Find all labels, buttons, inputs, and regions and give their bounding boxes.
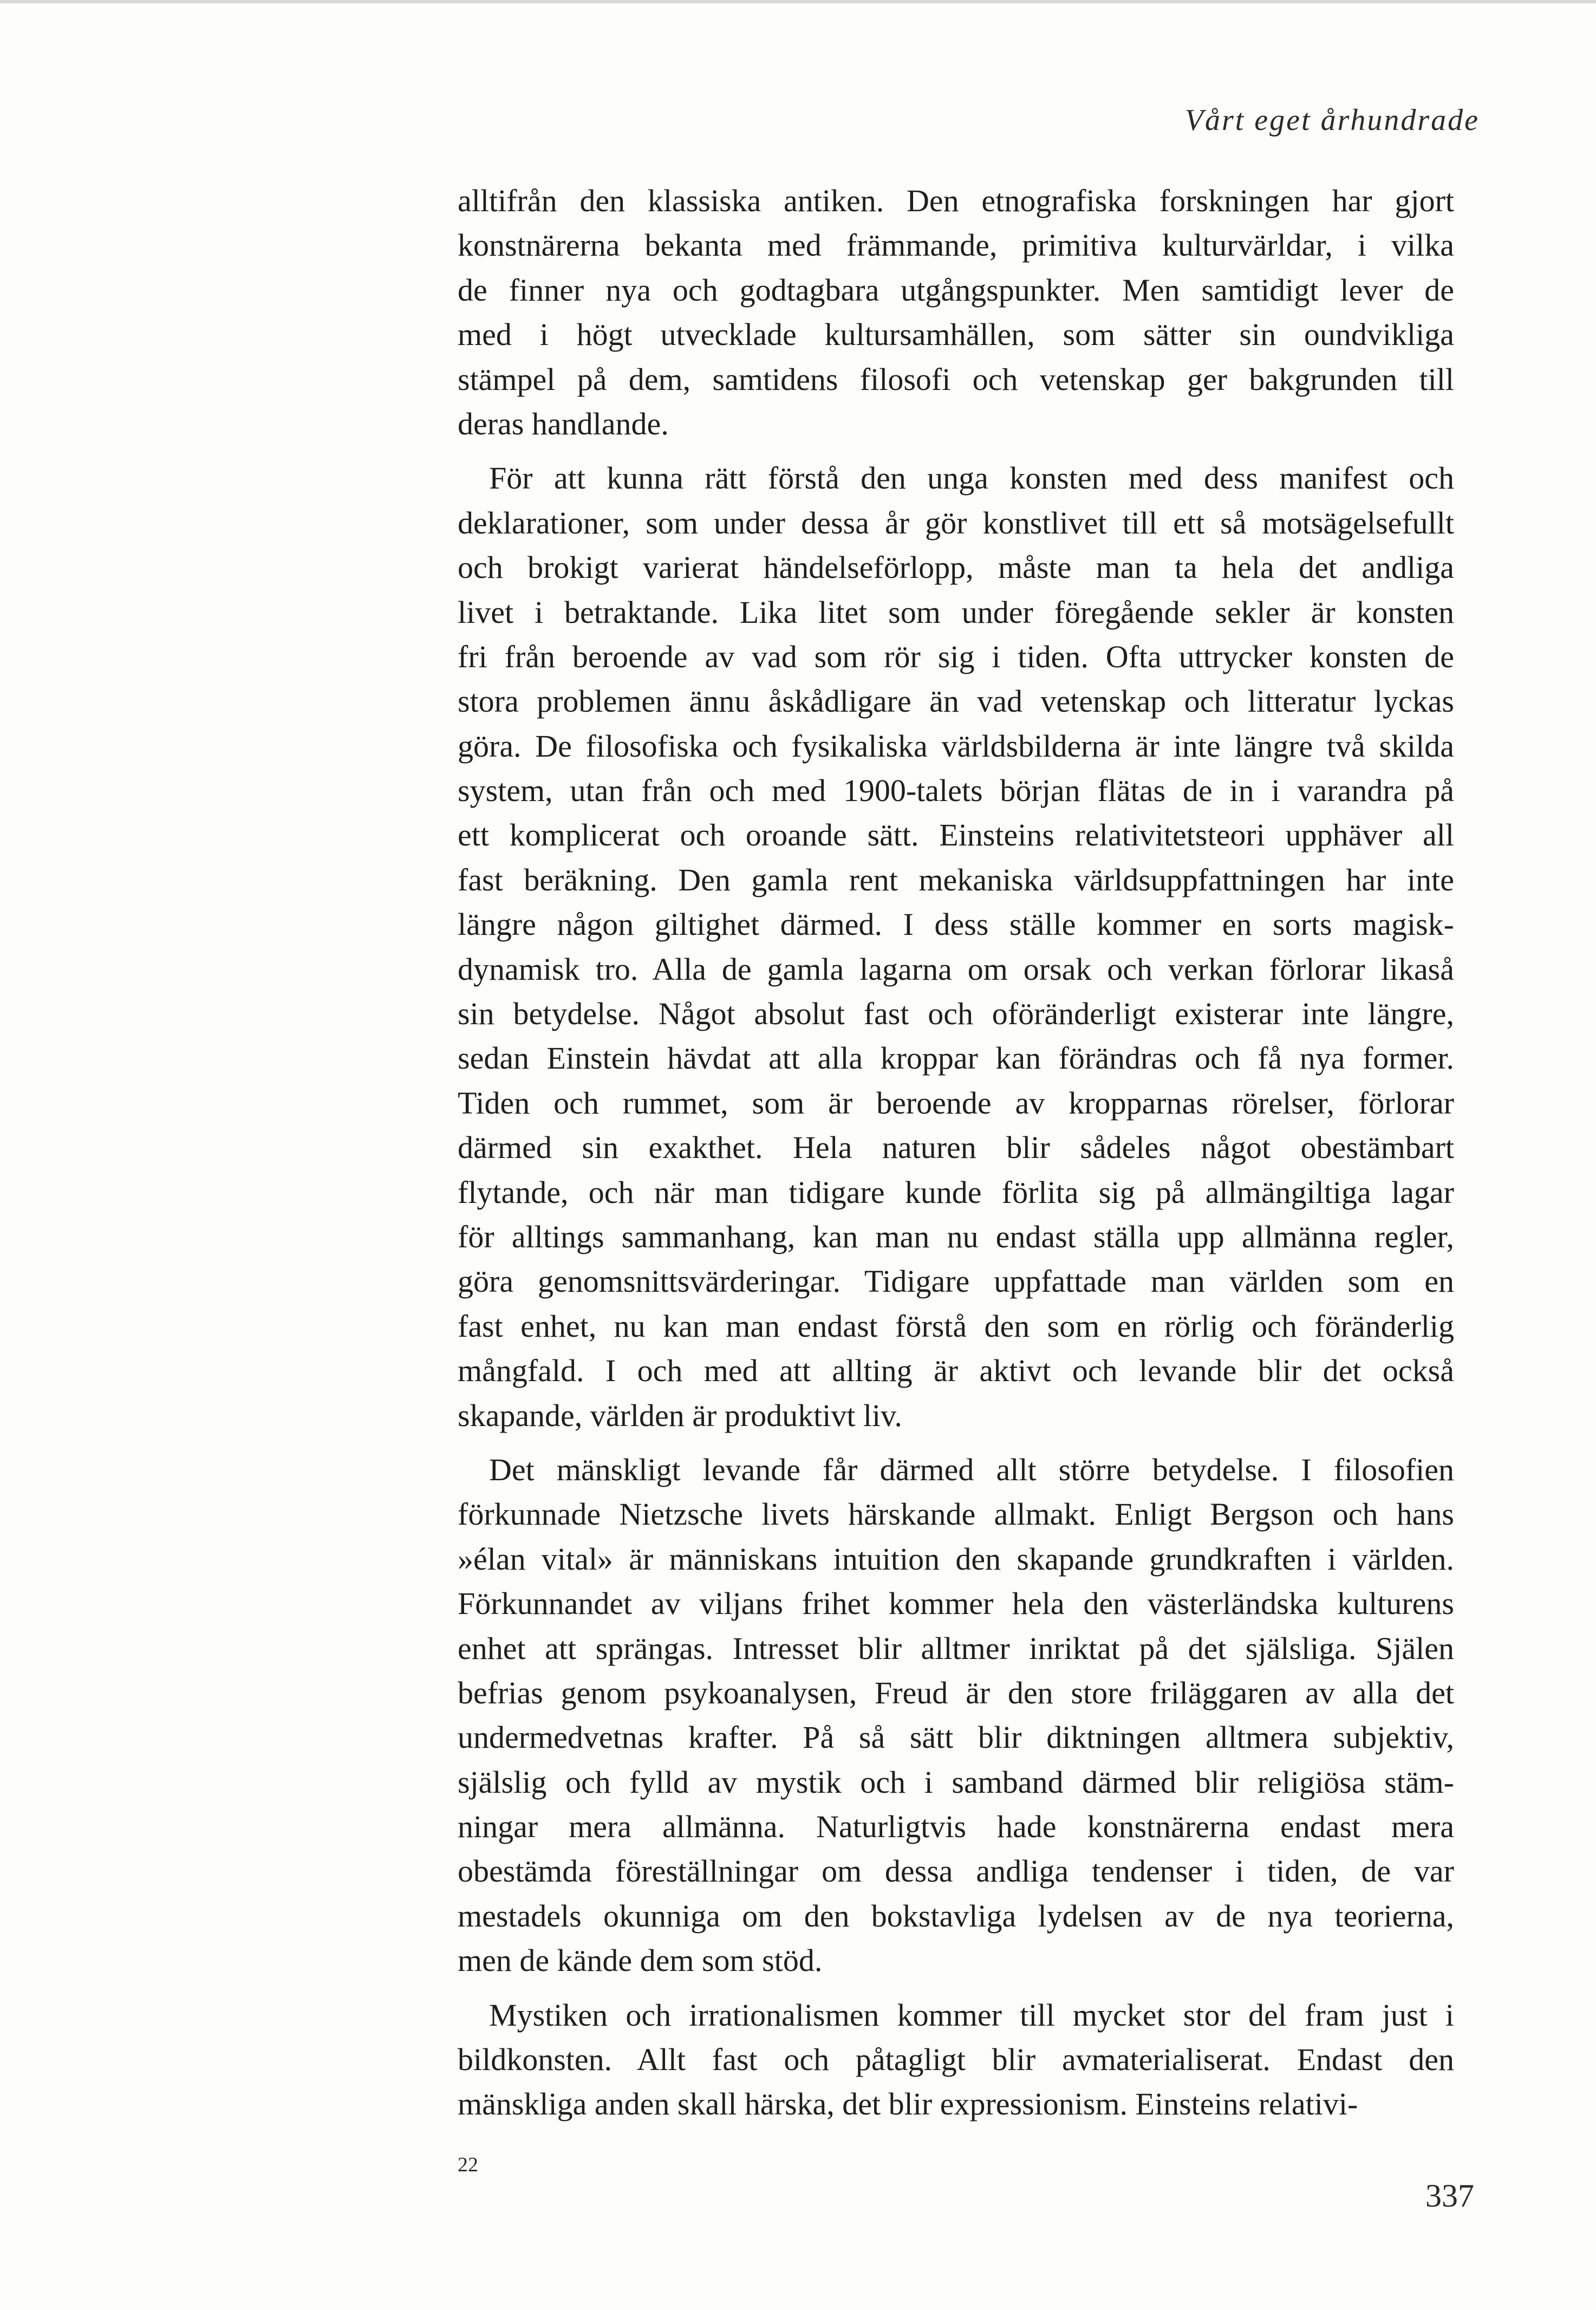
text-line: de finner nya och godtagbara utgångspunkter. Men samtidigt lever de [458,272,1454,308]
text-line: Mystiken och irrationalismen kommer till mycket stor del fram just i [489,1997,1454,2033]
text-line: och brokigt varierat händelseförlopp, måste man ta hela det andliga [458,550,1454,585]
text-line: För att kunna rätt förstå den unga konsten med dess manifest och [489,460,1454,496]
text-line: mestadels okunniga om den bokstavliga lydelsen av de nya teorierna, [458,1898,1454,1934]
text-line: skapande, världen är produktivt liv. [458,1397,902,1433]
text-line: deklarationer, som under dessa år gör konstlivet till ett så motsägelsefullt [458,505,1454,541]
text-line: fast beräkning. Den gamla rent mekaniska världsuppfattningen har inte [458,862,1454,897]
signature-mark: 22 [458,2153,478,2176]
page-edge [0,0,1596,3]
text-line: fast enhet, nu kan man endast förstå den som en rörlig och föränderlig [458,1308,1454,1344]
text-line: Förkunnandet av viljans frihet kommer hela den västerländska kulturens [458,1586,1454,1622]
text-line: sin betydelse. Något absolut fast och oföränderligt existerar inte längre, [458,996,1454,1032]
text-line: undermedvetnas krafter. På så sätt blir diktningen alltmera subjektiv, [458,1720,1454,1755]
text-line: Tiden och rummet, som är beroende av kropparnas rörelser, förlorar [458,1085,1454,1121]
text-line: obestämda föreställningar om dessa andliga tendenser i tiden, de var [458,1853,1454,1889]
text-line: själslig och fylld av mystik och i samband därmed blir religiösa stäm- [458,1764,1454,1800]
paragraph [458,179,1454,446]
text-line: göra genomsnittsvärderingar. Tidigare uppfattade man världen som en [458,1264,1454,1299]
text-line: dynamisk tro. Alla de gamla lagarna om orsak och verkan förlorar likaså [458,951,1454,987]
text-line: livet i betraktande. Lika litet som under föregående sekler är konsten [458,594,1454,630]
paragraph-gap [458,1438,1454,1448]
text-line: ett komplicerat och oroande sätt. Einsteins relativitetsteori upphäver all [458,817,1454,853]
text-line: sedan Einstein hävdat att alla kroppar kan förändras och få nya former. [458,1040,1454,1076]
text-line: ningar mera allmänna. Naturligtvis hade konstnärerna endast mera [458,1809,1454,1845]
text-line: mänskliga anden skall härska, det blir expressionism. Einsteins relativi- [458,2086,1358,2122]
text-line: göra. De filosofiska och fysikaliska världsbilderna är inte längre två skilda [458,728,1454,764]
text-line: mångfald. I och med att allting är aktivt och levande blir det också [458,1353,1454,1389]
paragraph-gap [458,1983,1454,1993]
text-line: med i högt utvecklade kultursamhällen, som sätter sin oundvikliga [458,317,1454,353]
text-line: flytande, och när man tidigare kunde förlita sig på allmängiltiga lagar [458,1174,1454,1210]
text-line: stora problemen ännu åskådligare än vad vetenskap och litteratur lyckas [458,684,1454,719]
paragraph-gap [458,446,1454,456]
text-line: för alltings sammanhang, kan man nu endast ställa upp allmänna regler, [458,1219,1454,1254]
text-line: befrias genom psykoanalysen, Freud är den store friläggaren av alla det [458,1675,1454,1710]
text-line: därmed sin exakthet. Hela naturen blir sådeles något obestämbart [458,1130,1454,1166]
text-line: bildkonsten. Allt fast och påtagligt blir avmaterialiserat. Endast den [458,2042,1454,2078]
text-line: fri från beroende av vad som rör sig i tiden. Ofta uttrycker konsten de [458,639,1454,674]
running-head: Vårt eget århundrade [1184,103,1480,137]
paragraph [458,1448,1454,1983]
page-number: 337 [1425,2178,1474,2214]
text-line: deras handlande. [458,406,669,441]
text-line: Det mänskligt levande får därmed allt större betydelse. I filosofien [489,1452,1454,1487]
text-line: system, utan från och med 1900-talets början flätas de in i varandra på [458,773,1454,809]
text-line: stämpel på dem, samtidens filosofi och vetenskap ger bakgrunden till [458,361,1454,397]
paragraph [458,1993,1454,2127]
text-line: men de kände dem som stöd. [458,1943,823,1979]
paragraph [458,456,1454,1438]
text-line: konstnärerna bekanta med främmande, primitiva kulturvärldar, i vilka [458,227,1454,263]
body-text [458,179,1454,2127]
text-line: »élan vital» är människans intuition den skapande grundkraften i världen. [458,1541,1454,1577]
text-line: enhet att sprängas. Intresset blir alltmer inriktat på det själsliga. Själen [458,1630,1454,1666]
text-line: alltifrån den klassiska antiken. Den etnografiska forskningen har gjort [458,183,1454,218]
text-line: längre någon giltighet därmed. I dess ställe kommer en sorts magisk- [458,907,1454,942]
text-line: förkunnade Nietzsche livets härskande allmakt. Enligt Bergson och hans [458,1496,1454,1532]
